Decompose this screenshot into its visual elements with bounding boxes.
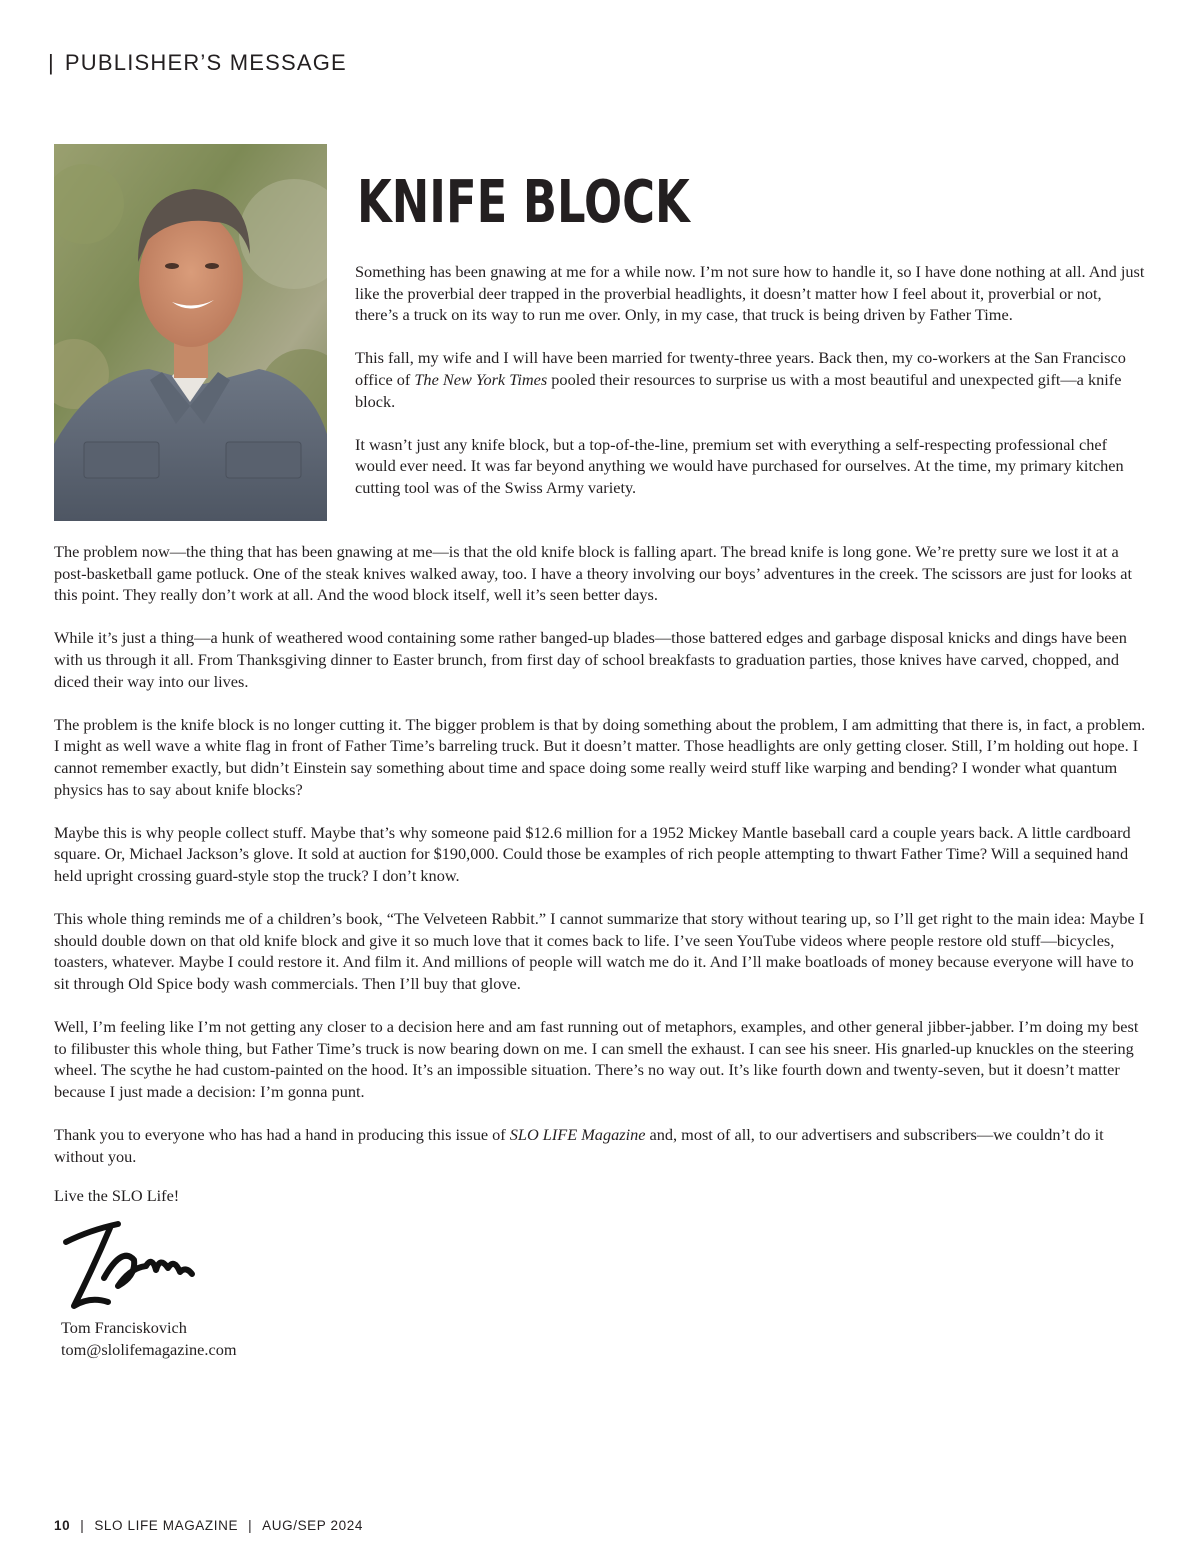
article-headline: KNIFE BLOCK [357, 167, 690, 236]
paragraph-2-publication: The New York Times [414, 369, 548, 389]
footer-divider-1: | [80, 1518, 85, 1533]
paragraph-1: Something has been gnawing at me for a while now. I’m not sure how to handle it, so I have done nothing at all. And just like the proverbial deer trapped in the proverbial headlights, it doesn’t matter how I feel about it, proverbial or not, there’s a truck on its way to run me over. Only, in my case, that truck is being driven by Father Time. [355, 262, 1145, 325]
paragraph-10-magazine: SLO LIFE Magazine [509, 1125, 646, 1145]
paragraph-10-text-b: and, most of all, to our advertisers and subscribers—we couldn’t do it without you. [54, 1125, 1104, 1166]
author-name: Tom Franciskovich [61, 1318, 187, 1337]
paragraph-2-text-b: pooled their resources to surprise us with a most beautiful and unexpected gift—a knife block. [355, 369, 1122, 411]
paragraph-7: Maybe this is why people collect stuff. Maybe that’s why someone paid $12.6 million for a 1952 Mickey Mantle baseball card a couple years back. A little cardboard square. Or, Michael Jackson’s glove. It sold at auction for $190,000. Could those be examples of rich people attempting to thwart Father Time? Will a sequined hand held upright crossing guard-style stop the truck? I don’t know. [54, 822, 1131, 885]
paragraph-6: The problem is the knife block is no longer cutting it. The bigger problem is that by doing something about the problem, I am admitting that there is, in fact, a problem. I might as well wave a white flag in front of Father Time’s barreling truck. But it doesn’t matter. Those headlights are only getting closer. Still, I’m holding out hope. I cannot remember exactly, but didn’t Einstein say something about time and space doing some really weird stuff like warping and bending? I wonder what quantum physics has to say about knife blocks? [54, 714, 1146, 799]
paragraph-10 [54, 1124, 1148, 1167]
page-footer [54, 1518, 363, 1533]
paragraph-10-text-a: Thank you to everyone who has had a hand in producing this issue of [54, 1125, 510, 1145]
section-title: PUBLISHER’S MESSAGE [64, 50, 347, 75]
paragraph-2-text-a: This fall, my wife and I will have been married for twenty-three years. Back then, my co-workers at the San Francisco office of [355, 348, 1126, 389]
signature-image [60, 1216, 200, 1321]
paragraph-3: It wasn’t just any knife block, but a top-of-the-line, premium set with everything a self-respecting professional chef would ever need. It was far beyond anything we would have purchased for ourselves. At the time, my primary kitchen cutting tool was of the Swiss Army variety. [355, 434, 1124, 497]
paragraph-9: Well, I’m feeling like I’m not getting any closer to a decision here and am fast running out of metaphors, examples, and other general jibber-jabber. I’m doing my best to filibuster this whole thing, but Father Time’s truck is now bearing down on me. I can smell the exhaust. I can see his sneer. His gnarled-up knuckles on the steering wheel. The scythe he had custom-painted on the hood. It’s an impossible situation. There’s no way out. It’s like fourth down and twenty-seven, but it doesn’t matter because I just made a decision: I’m gonna punt. [54, 1017, 1139, 1101]
article-intro-column [355, 261, 1149, 499]
author-email[interactable]: tom@slolifemagazine.com [61, 1339, 237, 1359]
page-number: 10 [54, 1518, 71, 1533]
paragraph-2 [355, 347, 1149, 412]
publication-name: SLO LIFE MAGAZINE [94, 1518, 239, 1533]
author-photo [54, 144, 327, 521]
section-divider: | [48, 50, 55, 75]
paragraph-5: While it’s just a thing—a hunk of weathered wood containing some rather banged-up blades—those battered edges and garbage disposal knicks and dings have been with us through it all. From Thanksgiving dinner to Easter brunch, from first day of school breakfasts to graduation parties, those knives have carved, chopped, and diced their way into our lives. [54, 628, 1127, 691]
paragraph-4: The problem now—the thing that has been gnawing at me—is that the old knife block is falling apart. The bread knife is long gone. We’re pretty sure we lost it at a post-basketball game potluck. One of the steak knives walked away, too. I have a theory involving our boys’ adventures in the creek. The scissors are just for looks at this point. They really don’t work at all. And the wood block itself, well it’s seen better days. [54, 542, 1133, 605]
paragraph-8: This whole thing reminds me of a children’s book, “The Velveteen Rabbit.” I cannot summarize that story without tearing up, so I’ll get right to the main idea: Maybe I should double down on that old knife block and give it so much love that it comes back to life. I’ve seen YouTube videos where people restore old stuff—bicycles, toasters, whatever. Maybe I could restore it. And film it. And millions of people will watch me do it. And I’ll make boatloads of money because everyone will have to sit through Old Spice body wash commercials. Then I’ll buy that glove. [54, 909, 1145, 993]
article-body-column [54, 541, 1148, 1167]
footer-divider-2: | [248, 1518, 253, 1533]
issue-date: AUG/SEP 2024 [262, 1518, 363, 1533]
section-label [48, 50, 347, 76]
signoff: Live the SLO Life! [54, 1186, 180, 1205]
author-credit [61, 1317, 237, 1360]
